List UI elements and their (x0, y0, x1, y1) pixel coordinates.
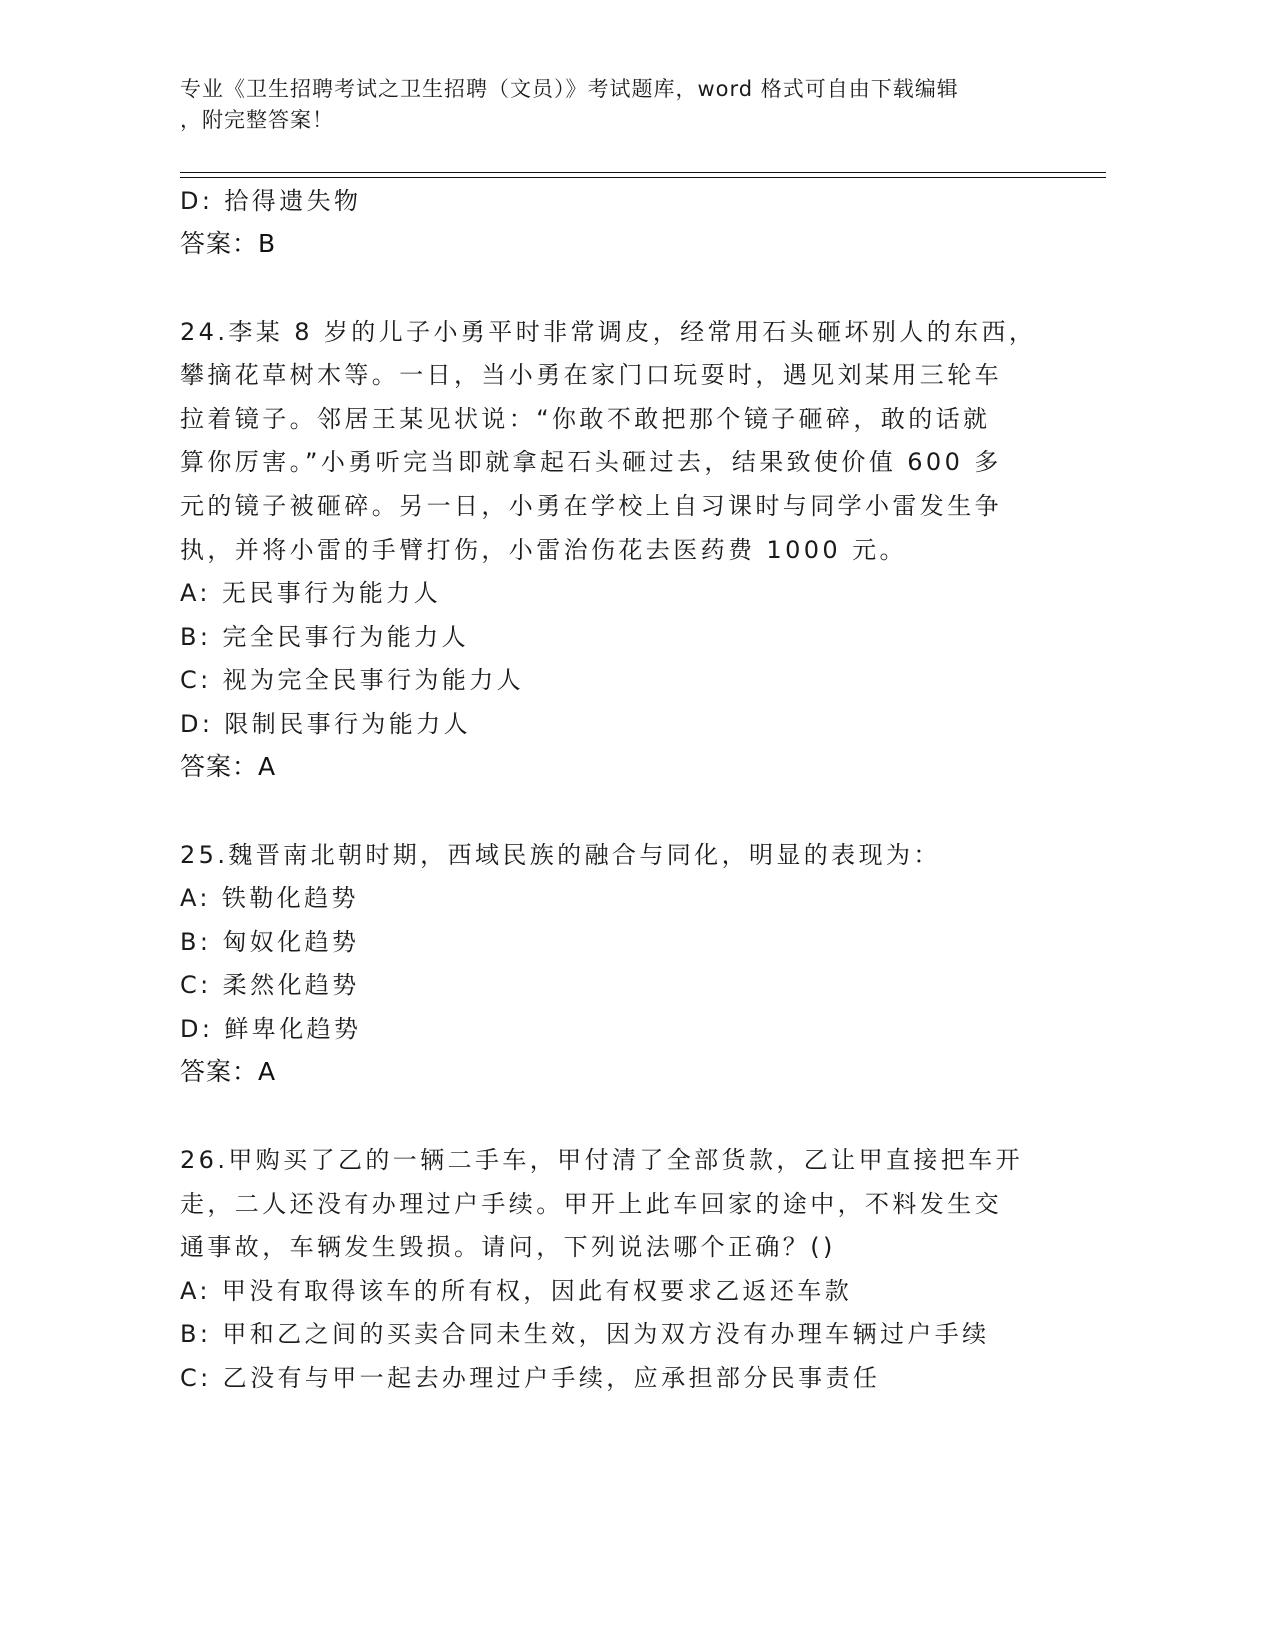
q26-option-b: B: 甲和乙之间的买卖合同未生效，因为双方没有办理车辆过户手续 (180, 1320, 990, 1348)
q25-stem-line-1: 25.魏晋南北朝时期，西域民族的融合与同化，明显的表现为： (180, 841, 941, 869)
q24-stem-line-3: 拉着镜子。邻居王某见状说：“你敢不敢把那个镜子砸碎，敢的话就 (180, 405, 991, 433)
q26-option-c: C: 乙没有与甲一起去办理过户手续，应承担部分民事责任 (180, 1364, 881, 1392)
q24-option-a: A: 无民事行为能力人 (180, 579, 442, 607)
q24-stem-line-6: 执，并将小雷的手臂打伤，小雷治伤花去医药费 1000 元。 (180, 536, 907, 564)
q24-option-b: B: 完全民事行为能力人 (180, 623, 469, 651)
q24-answer: 答案：A (180, 752, 277, 781)
q25-option-b: B: 匈奴化趋势 (180, 928, 360, 956)
q24-stem-line-4: 算你厉害。”小勇听完当即就拿起石头砸过去，结果致使价值 600 多 (180, 448, 1002, 476)
q24-stem-line-2: 攀摘花草树木等。一日，当小勇在家门口玩耍时，遇见刘某用三轮车 (180, 361, 1002, 389)
q24-stem-line-1: 24.李某 8 岁的儿子小勇平时非常调皮，经常用石头砸坏别人的东西， (180, 318, 1037, 346)
q24-option-c: C: 视为完全民事行为能力人 (180, 666, 525, 694)
q26-option-a: A: 甲没有取得该车的所有权，因此有权要求乙返还车款 (180, 1277, 853, 1305)
header-line-2: ，附完整答案！ (180, 108, 334, 132)
q24-option-d: D: 限制民事行为能力人 (180, 710, 471, 738)
header-divider-top (180, 172, 1106, 173)
q25-answer: 答案：A (180, 1057, 277, 1086)
header-divider-bottom (180, 177, 1106, 178)
q23-option-d: D: 拾得遗失物 (180, 187, 362, 215)
q25-option-c: C: 柔然化趋势 (180, 971, 360, 999)
q26-stem-line-3: 通事故，车辆发生毁损。请问，下列说法哪个正确？() (180, 1233, 836, 1261)
q26-stem-line-1: 26.甲购买了乙的一辆二手车，甲付清了全部货款，乙让甲直接把车开 (180, 1146, 1023, 1174)
header-line-1: 专业《卫生招聘考试之卫生招聘（文员）》考试题库，word 格式可自由下载编辑 (180, 77, 959, 101)
q25-option-d: D: 鲜卑化趋势 (180, 1015, 362, 1043)
q25-option-a: A: 铁勒化趋势 (180, 884, 359, 912)
page-header (180, 74, 1040, 136)
q26-stem-line-2: 走，二人还没有办理过户手续。甲开上此车回家的途中，不料发生交 (180, 1190, 1002, 1218)
q24-stem-line-5: 元的镜子被砸碎。另一日，小勇在学校上自习课时与同学小雷发生争 (180, 492, 1002, 520)
q23-answer: 答案：B (180, 229, 277, 258)
